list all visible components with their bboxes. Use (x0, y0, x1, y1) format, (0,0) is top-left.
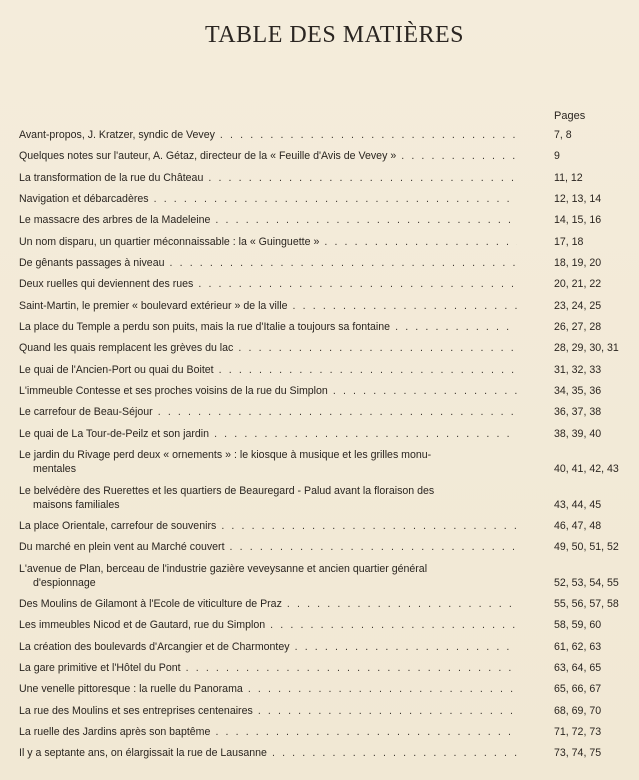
toc-entry-title: La création des boulevards d'Arcangier et de Charmontey . . . (19, 640, 517, 654)
toc-entry-title: Navigation et débarcadères . . . (19, 192, 517, 206)
toc-entry-title: Quand les quais remplacent les grèves du lac . . . (19, 341, 517, 355)
toc-entry-pages: 68, 69, 70 (554, 704, 602, 717)
toc-entry-title-line2: maisons familiales (33, 498, 120, 511)
toc-entry-pages: 36, 37, 38 (554, 406, 602, 419)
toc-entry-pages: 46, 47, 48 (554, 519, 602, 532)
pages-column-header: Pages (554, 110, 586, 122)
toc-entry-title: Une venelle pittoresque : la ruelle du Panorama . . . (19, 682, 517, 696)
toc-entry-title (19, 484, 517, 512)
toc-entry-pages: 20, 21, 22 (554, 278, 602, 291)
toc-entry (19, 519, 629, 533)
toc-entry (19, 277, 629, 291)
toc-entry (19, 484, 629, 512)
toc-entry-title-line2: d'espionnage (33, 576, 96, 589)
toc-entry-title: Un nom disparu, un quartier méconnaissable : la « Guinguette » . . . (19, 235, 517, 249)
page-title: TABLE DES MATIÈRES (204, 22, 465, 48)
toc-entry-title: De gênants passages à niveau . . . (19, 256, 517, 270)
toc-entry-title: Du marché en plein vent au Marché couvert . . . (19, 540, 517, 554)
toc-entry-title: La gare primitive et l'Hôtel du Pont . . . (19, 661, 517, 675)
toc-entry-title: Quelques notes sur l'auteur, A. Gétaz, directeur de la « Feuille d'Avis de Vevey » . . . (19, 149, 517, 163)
toc-entry-title: Saint-Martin, le premier « boulevard extérieur » de la ville . . . (19, 299, 517, 313)
toc-entry (19, 256, 629, 270)
toc-entry (19, 149, 629, 163)
table-of-contents (19, 128, 629, 768)
toc-entry-pages: 14, 15, 16 (554, 214, 602, 227)
toc-entry (19, 448, 629, 476)
toc-entry-pages: 65, 66, 67 (554, 683, 602, 696)
toc-entry-title (19, 562, 517, 590)
toc-entry-pages: 23, 24, 25 (554, 299, 602, 312)
toc-entry (19, 661, 629, 675)
toc-entry (19, 213, 629, 227)
toc-entry-pages: 52, 53, 54, 55 (554, 576, 619, 589)
toc-entry (19, 704, 629, 718)
toc-entry-title (19, 448, 517, 476)
toc-entry (19, 427, 629, 441)
toc-entry-pages: 58, 59, 60 (554, 619, 602, 632)
toc-entry-title-line1: Le jardin du Rivage perd deux « ornements » : le kiosque à musique et les grilles monu- (19, 449, 432, 462)
toc-entry-pages: 17, 18 (554, 235, 584, 248)
toc-entry-title: La ruelle des Jardins après son baptême . . . (19, 725, 517, 739)
toc-entry-pages: 11, 12 (554, 171, 583, 184)
toc-entry (19, 341, 629, 355)
toc-entry-title: Des Moulins de Gilamont à l'Ecole de viticulture de Praz . . . (19, 597, 517, 611)
toc-entry-pages: 71, 72, 73 (554, 725, 602, 738)
toc-entry (19, 562, 629, 590)
toc-entry-title: Deux ruelles qui deviennent des rues . . . (19, 277, 517, 291)
toc-entry-title: La rue des Moulins et ses entreprises centenaires . . . (19, 704, 517, 718)
toc-entry-pages: 49, 50, 51, 52 (554, 541, 619, 554)
toc-entry (19, 363, 629, 377)
toc-entry-pages: 18, 19, 20 (554, 257, 602, 270)
toc-entry-title: Le quai de l'Ancien-Port ou quai du Boitet . . . (19, 363, 517, 377)
toc-entry (19, 746, 629, 760)
toc-entry-title: Le quai de La Tour-de-Peilz et son jardin . . . (19, 427, 517, 441)
toc-entry-title: La place Orientale, carrefour de souvenirs . . . (19, 519, 517, 533)
toc-entry (19, 640, 629, 654)
toc-entry-title: Avant-propos, J. Kratzer, syndic de Vevey . . . (19, 128, 517, 142)
toc-entry-title: L'immeuble Contesse et ses proches voisins de la rue du Simplon . . . (19, 384, 517, 398)
toc-entry-pages: 12, 13, 14 (554, 193, 602, 206)
toc-entry (19, 682, 629, 696)
toc-entry-pages: 73, 74, 75 (554, 747, 602, 760)
toc-entry-title: Il y a septante ans, on élargissait la rue de Lausanne . . . (19, 746, 517, 760)
toc-entry-title-line1: Le belvédère des Ruerettes et les quartiers de Beauregard - Palud avant la floraison des (19, 484, 435, 497)
toc-entry-pages: 31, 32, 33 (554, 363, 602, 376)
toc-entry-pages: 9 (554, 150, 560, 163)
toc-entry-title-line2: mentales (33, 463, 76, 476)
toc-entry (19, 128, 629, 142)
toc-entry-pages: 55, 56, 57, 58 (554, 597, 619, 610)
toc-entry-pages: 43, 44, 45 (554, 498, 602, 511)
toc-entry (19, 299, 629, 313)
toc-entry (19, 384, 629, 398)
toc-entry-title: La transformation de la rue du Château . . . (19, 171, 517, 185)
toc-entry-pages: 63, 64, 65 (554, 661, 602, 674)
toc-entry-pages: 34, 35, 36 (554, 385, 602, 398)
toc-entry-pages: 7, 8 (554, 129, 572, 141)
toc-entry (19, 540, 629, 554)
toc-entry-pages: 61, 62, 63 (554, 640, 602, 653)
toc-entry-pages: 38, 39, 40 (554, 427, 602, 440)
toc-entry-pages: 26, 27, 28 (554, 321, 602, 334)
toc-entry-title: Les immeubles Nicod et de Gautard, rue du Simplon . . . (19, 618, 517, 632)
toc-entry-pages: 28, 29, 30, 31 (554, 342, 619, 355)
toc-entry-title-line1: L'avenue de Plan, berceau de l'industrie gazière veveysanne et ancien quartier général (19, 562, 428, 575)
toc-entry (19, 320, 629, 334)
toc-entry (19, 725, 629, 739)
toc-entry-title: Le massacre des arbres de la Madeleine . . . (19, 213, 517, 227)
toc-entry-pages: 40, 41, 42, 43 (554, 463, 619, 476)
toc-entry (19, 597, 629, 611)
toc-entry-title: La place du Temple a perdu son puits, mais la rue d'Italie a toujours sa fontaine . . . (19, 320, 517, 334)
toc-entry-title: Le carrefour de Beau-Séjour . . . (19, 405, 517, 419)
toc-entry (19, 235, 629, 249)
toc-entry (19, 618, 629, 632)
toc-entry (19, 192, 629, 206)
toc-entry (19, 171, 629, 185)
toc-entry (19, 405, 629, 419)
